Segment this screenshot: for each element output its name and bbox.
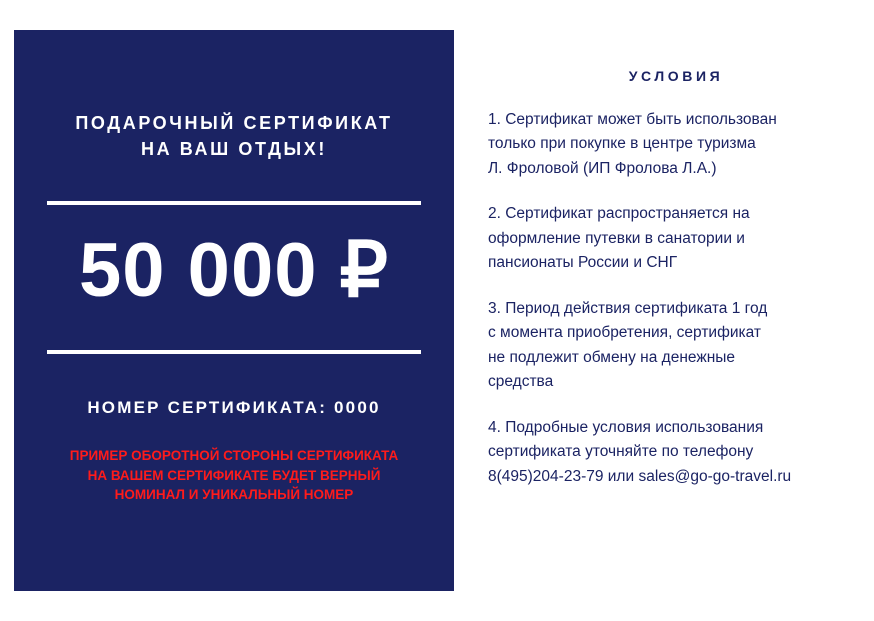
- certificate-title: [14, 110, 454, 162]
- disclaimer-line-3: НОМИНАЛ И УНИКАЛЬНЫЙ НОМЕР: [114, 487, 354, 503]
- certificate-title-line-1: ПОДАРОЧНЫЙ СЕРТИФИКАТ: [75, 113, 393, 133]
- term-item: [488, 416, 864, 489]
- term-line: оформление путевки в санатории и: [488, 229, 745, 247]
- term-item: [488, 108, 864, 181]
- certificate-title-line-2: НА ВАШ ОТДЫХ!: [141, 139, 327, 160]
- disclaimer-line-1: ПРИМЕР ОБОРОТНОЙ СТОРОНЫ СЕРТИФИКАТА: [69, 448, 399, 464]
- certificate-amount: 50 000 ₽: [79, 228, 389, 314]
- term-line: средства: [488, 373, 554, 391]
- term-line: 8(495)204-23-79 или sales@go-go-travel.ru: [488, 467, 792, 485]
- term-line: с момента приобретения, сертификат: [488, 324, 762, 342]
- term-item: [488, 297, 864, 395]
- certificate-disclaimer: [14, 446, 454, 505]
- gift-certificate-card: [14, 30, 454, 591]
- term-line: только при покупке в центре туризма: [488, 135, 756, 153]
- term-line: пансионаты России и СНГ: [488, 254, 678, 272]
- term-line: не подлежит обмену на денежные: [488, 348, 736, 366]
- term-line: Л. Фроловой (ИП Фролова Л.А.): [488, 159, 717, 177]
- term-line: 2. Сертификат распространяется на: [488, 205, 750, 223]
- divider-bottom: [47, 350, 421, 354]
- certificate-number: НОМЕР СЕРТИФИКАТА: 0000: [87, 398, 381, 418]
- disclaimer-line-2: НА ВАШЕМ СЕРТИФИКАТЕ БУДЕТ ВЕРНЫЙ: [87, 467, 381, 483]
- terms-section: [488, 68, 864, 489]
- term-item: [488, 202, 864, 275]
- terms-heading: УСЛОВИЯ: [628, 68, 724, 84]
- term-line: 4. Подробные условия использования: [488, 418, 764, 436]
- term-line: сертификата уточняйте по телефону: [488, 443, 754, 461]
- divider-top: [47, 201, 421, 205]
- term-line: 3. Период действия сертификата 1 год: [488, 299, 768, 317]
- term-line: 1. Сертификат может быть использован: [488, 111, 777, 128]
